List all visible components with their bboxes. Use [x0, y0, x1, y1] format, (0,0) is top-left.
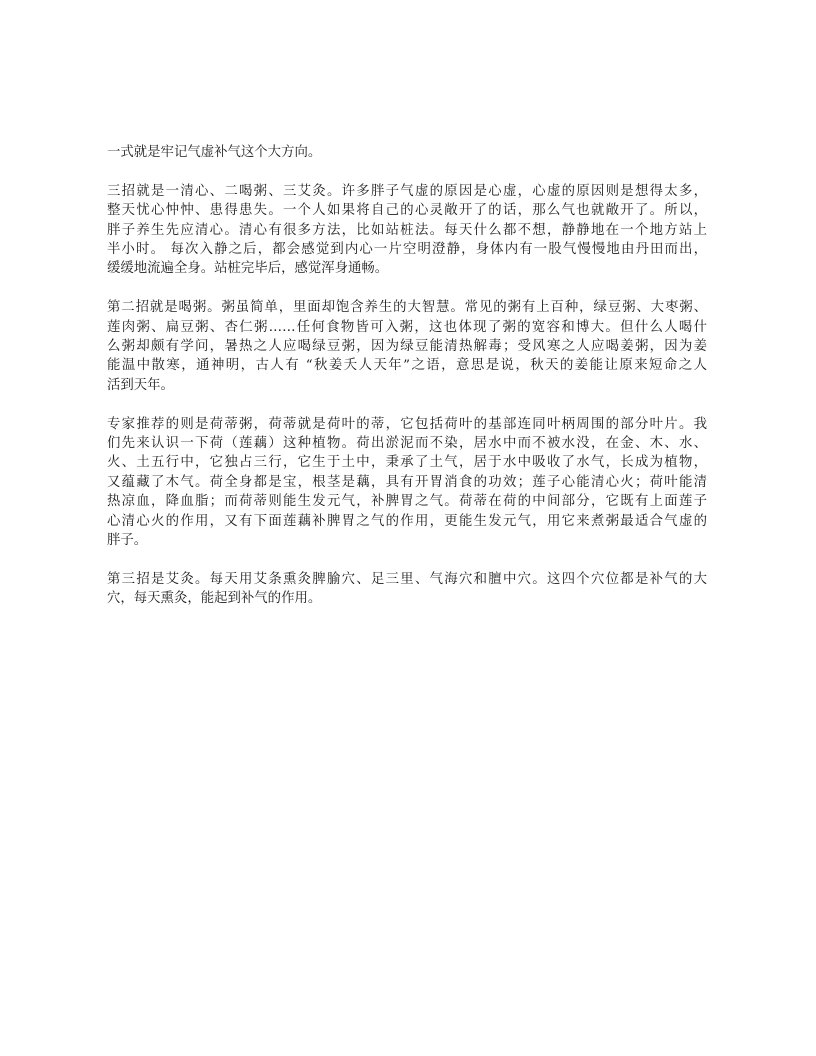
text-line: 穴，每天熏灸，能起到补气的作用。 [107, 591, 322, 607]
document-page [107, 143, 707, 628]
text-line: 心清心火的作用，又有下面莲藕补脾胃之气的作用，更能生发元气，用它来煮粥最适合气虚的 [107, 513, 707, 529]
text-line: 热凉血，降血脂；而荷蒂则能生发元气，补脾胃之气。荷蒂在荷的中间部分，它既有上面莲子 [107, 494, 707, 510]
text-line: 三招就是一清心、二喝粥、三艾灸。许多胖子气虚的原因是心虚，心虚的原因则是想得太多， [107, 183, 707, 199]
text-line: 们先来认识一下荷（莲藕）这种植物。荷出淤泥而不染，居水中而不被水没，在金、木、水、 [107, 436, 707, 452]
text-line: 又蕴藏了木气。荷全身都是宝，根茎是藕，具有开胃消食的功效；莲子心能清心火；荷叶能清 [107, 474, 707, 490]
text-line: 莲肉粥、扁豆粥、杏仁粥……任何食物皆可入粥，这也体现了粥的宽容和博大。但什么人喝什 [107, 319, 707, 335]
text-line: 胖子养生先应清心。清心有很多方法，比如站桩法。每天什么都不想，静静地在一个地方站上 [107, 222, 707, 238]
text-line: 么粥却颇有学问，暑热之人应喝绿豆粥，因为绿豆能清热解毒；受风寒之人应喝姜粥，因为姜 [107, 339, 707, 355]
text-line: 专家推荐的则是荷蒂粥，荷蒂就是荷叶的蒂，它包括荷叶的基部连同叶柄周围的部分叶片。我 [107, 416, 707, 432]
text-line: 一式就是牢记气虚补气这个大方向。 [107, 145, 322, 160]
text-line: 胖子。 [107, 533, 148, 549]
text-line: 第二招就是喝粥。粥虽简单，里面却饱含养生的大智慧。常见的粥有上百种，绿豆粥、大枣粥、 [107, 300, 707, 316]
text-line: 整天忧心忡忡、患得患失。一个人如果将自己的心灵敞开了的话，那么气也就敞开了。所以， [107, 203, 707, 219]
paragraph-lotus-stem-porridge [107, 415, 707, 551]
text-line: 第三招是艾灸。每天用艾条熏灸脾腧穴、足三里、气海穴和膻中穴。这四个穴位都是补气的大 [107, 571, 707, 587]
text-line: 活到天年。 [107, 377, 174, 393]
text-line: 火、土五行中，它独占三行，它生于土中，秉承了土气，居于水中吸收了水气，长成为植物， [107, 455, 707, 471]
text-line: 缓缓地流遍全身。站桩完毕后，感觉浑身通畅。 [107, 261, 389, 277]
paragraph-three-methods [107, 182, 707, 279]
text-line: 半小时。 每次入静之后，都会感觉到内心一片空明澄静，身体内有一股气慢慢地由丹田而出， [107, 242, 707, 258]
text-line: 能温中散寒，通神明，古人有 “秋姜夭人天年”之语，意思是说，秋天的姜能让原来短命之人 [107, 358, 707, 374]
paragraph-summary [107, 143, 707, 162]
paragraph-porridge [107, 298, 707, 395]
paragraph-moxibustion [107, 570, 707, 609]
